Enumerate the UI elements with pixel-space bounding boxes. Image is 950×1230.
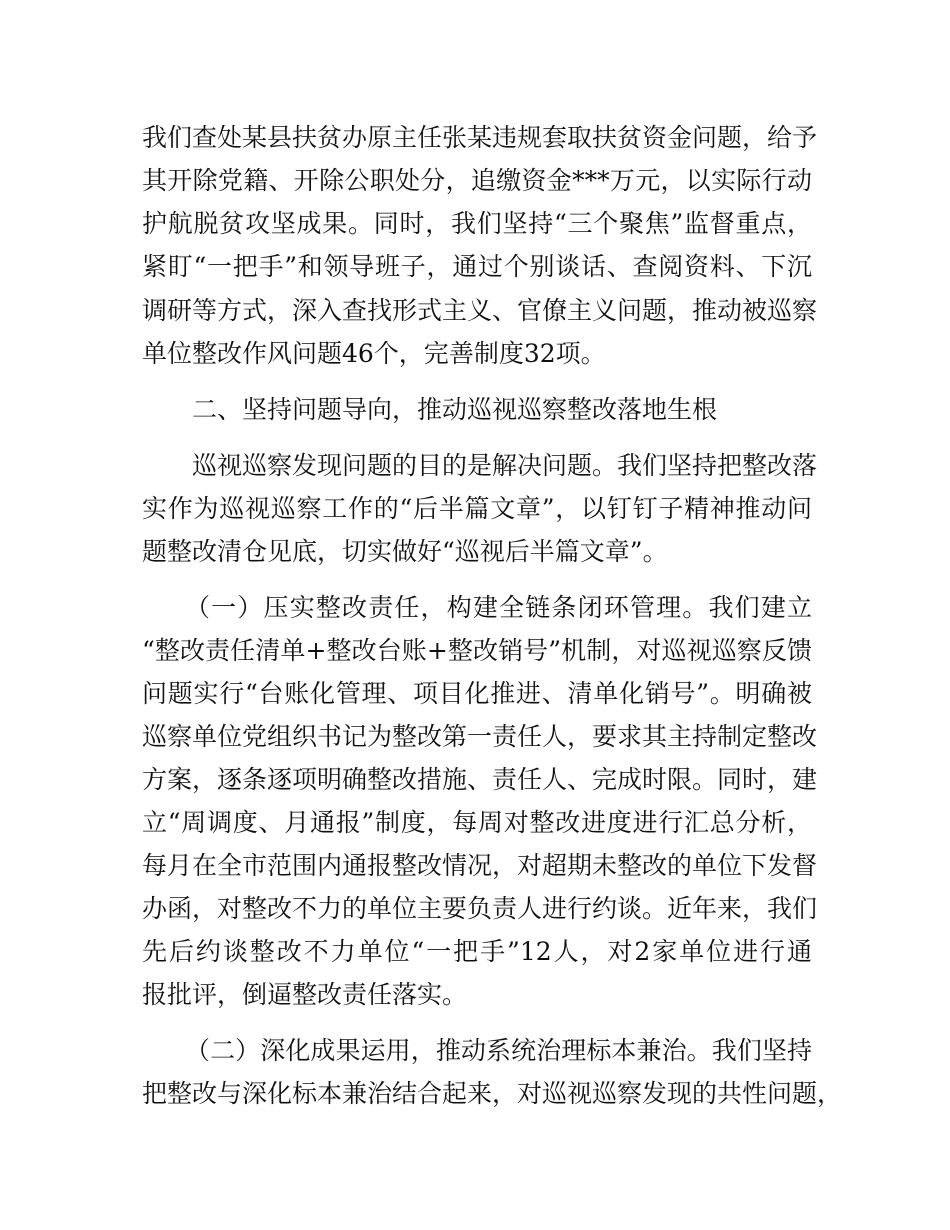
paragraph-line: 其开除党籍、开除公职处分，追缴资金***万元，以实际行动 (142, 166, 812, 195)
paragraph-line: 先后约谈整改不力单位“一把手”12人，对2家单位进行通 (142, 937, 812, 966)
paragraph-line: 紧盯“一把手”和领导班子，通过个别谈话、查阅资料、下沉 (142, 252, 812, 281)
paragraph-line: 调研等方式，深入查找形式主义、官僚主义问题，推动被巡察 (142, 296, 818, 325)
paragraph-line: 把整改与深化标本兼治结合起来，对巡视巡察发现的共性问题， (142, 1079, 843, 1108)
section-heading: 二、坚持问题导向，推动巡视巡察整改落地生根 (192, 395, 718, 424)
paragraph-line: 实作为巡视巡察工作的“后半篇文章”，以钉钉子精神推动问 (142, 494, 812, 523)
paragraph-line: （二）深化成果运用，推动系统治理标本兼治。我们坚持 (185, 1036, 812, 1065)
paragraph-line: 我们查处某县扶贫办原主任张某违规套取扶贫资金问题，给予 (142, 123, 818, 152)
paragraph-line: 巡视巡察发现问题的目的是解决问题。我们坚持把整改落 (192, 451, 818, 480)
paragraph-line: 问题实行“台账化管理、项目化推进、清单化销号”。明确被 (142, 679, 812, 708)
paragraph-line: 每月在全市范围内通报整改情况，对超期未整改的单位下发督 (142, 851, 818, 880)
paragraph-line: 单位整改作风问题46个，完善制度32项。 (142, 339, 606, 368)
paragraph-line: “整改责任清单+整改台账+整改销号”机制，对巡视巡察反馈 (142, 636, 812, 665)
paragraph-line: 报批评，倒逼整改责任落实。 (142, 980, 468, 1009)
paragraph-line: 办函，对整改不力的单位主要负责人进行约谈。近年来，我们 (142, 894, 818, 923)
paragraph-line: 护航脱贫攻坚成果。同时，我们坚持“三个聚焦”监督重点， (142, 209, 812, 238)
paragraph-line: 题整改清仓见底，切实做好“巡视后半篇文章”。 (142, 537, 668, 566)
paragraph-line: 方案，逐条逐项明确整改措施、责任人、完成时限。同时，建 (142, 765, 818, 794)
paragraph-line: 立“周调度、月通报”制度，每周对整改进度进行汇总分析， (142, 808, 812, 837)
paragraph-line: （一）压实整改责任，构建全链条闭环管理。我们建立 (185, 593, 812, 622)
paragraph-line: 巡察单位党组织书记为整改第一责任人，要求其主持制定整改 (142, 722, 818, 751)
